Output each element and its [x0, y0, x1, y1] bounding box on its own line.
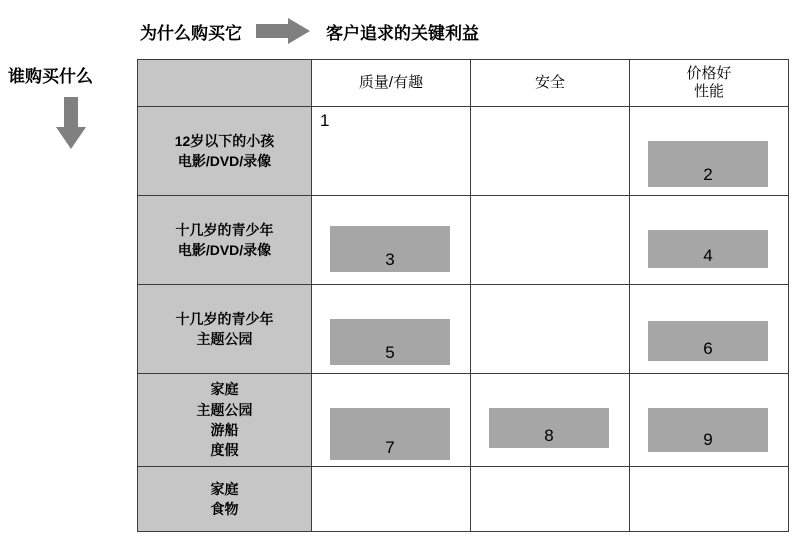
row-label-line: 电影/DVD/录像	[177, 242, 272, 258]
cell-r5c2	[471, 467, 630, 532]
table-row	[138, 196, 789, 285]
row-label-kids-movies	[138, 107, 312, 196]
row-label-line: 十几岁的青少年	[175, 310, 274, 327]
arrow-down-icon	[56, 97, 86, 149]
cell-r2c1	[312, 196, 471, 285]
row-label-line: 家庭	[210, 381, 239, 398]
table-row	[138, 374, 789, 467]
row-label-line: 家庭	[210, 480, 239, 497]
column-header-price-line2: 性能	[693, 83, 724, 100]
column-header-price	[630, 60, 789, 107]
cell-r4c2	[471, 374, 630, 467]
row-label-line: 12岁以下的小孩	[174, 132, 275, 149]
cell-r4c3	[630, 374, 789, 467]
table-row	[138, 107, 789, 196]
matrix-header-row	[138, 60, 789, 107]
cell-bar-3: 3	[330, 226, 450, 272]
column-header-price-line1: 价格好	[686, 65, 732, 82]
left-axis	[8, 66, 126, 149]
matrix-corner-cell	[138, 60, 312, 107]
cell-r3c3	[630, 285, 789, 374]
row-label-line: 度假	[210, 442, 239, 459]
column-header-safety	[471, 60, 630, 107]
cell-bar-9: 9	[648, 408, 768, 452]
row-label-family-food	[138, 467, 312, 532]
left-axis-label: 谁购买什么	[8, 67, 93, 86]
cell-r3c1	[312, 285, 471, 374]
row-label-line: 主题公园	[196, 331, 253, 347]
cell-bar-4: 4	[648, 230, 768, 268]
cell-value-1: 1	[320, 111, 330, 130]
row-label-line: 主题公园	[196, 401, 253, 418]
cell-bar-6: 6	[648, 321, 768, 361]
row-label-teens-movies	[138, 196, 312, 285]
cell-bar-8: 8	[489, 408, 609, 448]
cell-r3c2	[471, 285, 630, 374]
row-label-line: 食物	[210, 501, 239, 517]
row-label-line: 十几岁的青少年	[175, 221, 274, 238]
row-label-family-leisure	[138, 374, 312, 467]
cell-r2c3	[630, 196, 789, 285]
cell-r5c1	[312, 467, 471, 532]
top-axis-label: 为什么购买它	[140, 23, 242, 43]
cell-bar-2: 2	[648, 141, 768, 187]
cell-r2c2	[471, 196, 630, 285]
table-row	[138, 467, 789, 532]
arrow-right-icon	[256, 18, 312, 44]
top-axis	[140, 18, 479, 44]
column-header-safety-line1: 安全	[534, 74, 565, 91]
cell-bar-7: 7	[330, 408, 450, 460]
row-label-line: 游船	[210, 422, 239, 438]
row-label-teens-themepark	[138, 285, 312, 374]
benefit-matrix	[137, 59, 789, 532]
cell-r4c1	[312, 374, 471, 467]
row-label-line: 电影/DVD/录像	[177, 153, 272, 169]
top-axis-value: 客户追求的关键利益	[326, 23, 479, 43]
column-header-quality-line1: 质量/有趣	[358, 74, 424, 91]
cell-bar-5: 5	[330, 319, 450, 365]
cell-r1c1	[312, 107, 471, 196]
table-row	[138, 285, 789, 374]
cell-r1c2	[471, 107, 630, 196]
cell-r1c3	[630, 107, 789, 196]
cell-r5c3	[630, 467, 789, 532]
column-header-quality	[312, 60, 471, 107]
